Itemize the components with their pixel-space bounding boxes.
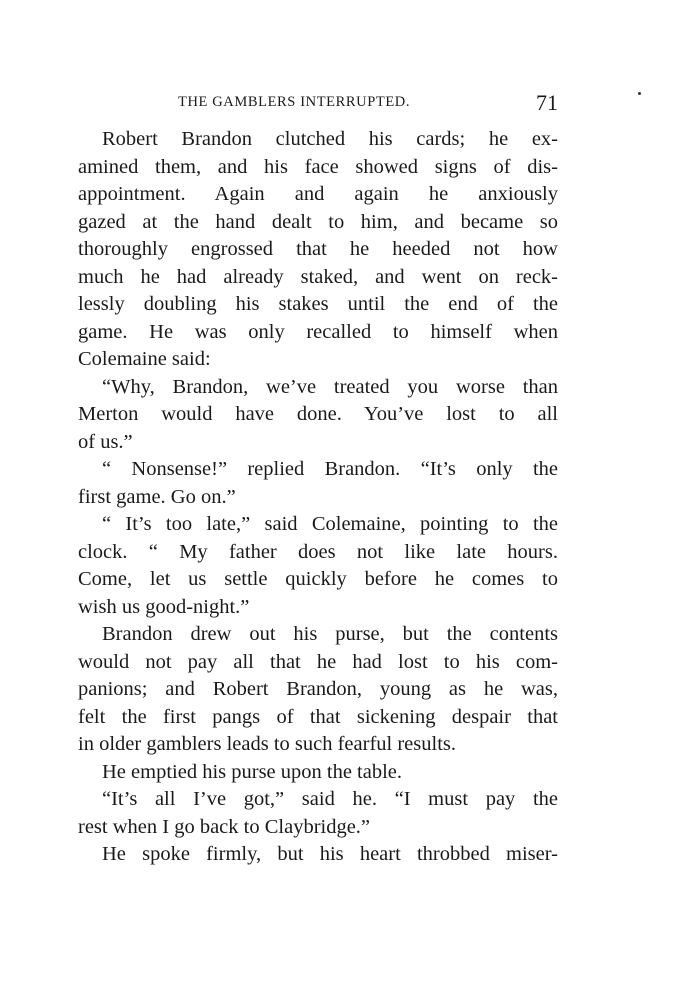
text-line: first game. Go on.” [78, 485, 236, 508]
text-line: of us.” [78, 430, 133, 453]
text-line: would not pay all that he had lost to his com- [78, 650, 558, 673]
text-line: rest when I go back to Claybridge.” [78, 815, 371, 838]
text-line: amined them, and his face showed signs of dis- [78, 155, 558, 178]
running-title: THE GAMBLERS INTERRUPTED. [178, 94, 411, 110]
text-line: clock. “ My father does not like late hours. [78, 540, 558, 563]
text-line: “ It’s too late,” said Colemaine, pointing to the [102, 513, 558, 535]
text-line: Merton would have done. You’ve lost to all [78, 403, 558, 425]
text-line: Brandon drew out his purse, but the contents [102, 623, 558, 645]
running-head [78, 90, 558, 114]
text-line: lessly doubling his stakes until the end of the [78, 293, 558, 315]
text-line: “Why, Brandon, we’ve treated you worse than [102, 375, 558, 398]
text-line: “It’s all I’ve got,” said he. “I must pay the [102, 788, 558, 810]
text-line: “ Nonsense!” replied Brandon. “It’s only the [102, 458, 558, 480]
text-line: wish us good-night.” [78, 595, 250, 618]
ink-speck [638, 92, 641, 95]
text-line: in older gamblers leads to such fearful results. [78, 733, 456, 755]
body-text [78, 126, 558, 869]
text-line: appointment. Again and again he anxiously [78, 183, 558, 205]
text-line: Colemaine said: [78, 348, 211, 370]
text-line: Come, let us settle quickly before he comes to [78, 568, 558, 590]
text-line: panions; and Robert Brandon, young as he was, [78, 678, 558, 700]
page-number: 71 [536, 90, 558, 115]
text-line: felt the first pangs of that sickening despair that [78, 705, 558, 728]
text-line: He emptied his purse upon the table. [102, 760, 403, 783]
text-line: game. He was only recalled to himself when [78, 320, 558, 343]
text-line: He spoke firmly, but his heart throbbed miser- [102, 843, 558, 865]
text-line: much he had already staked, and went on reck- [78, 265, 558, 288]
text-line: Robert Brandon clutched his cards; he ex- [102, 128, 558, 150]
text-line: gazed at the hand dealt to him, and became so [78, 210, 558, 233]
text-line: thoroughly engrossed that he heeded not how [78, 238, 558, 260]
